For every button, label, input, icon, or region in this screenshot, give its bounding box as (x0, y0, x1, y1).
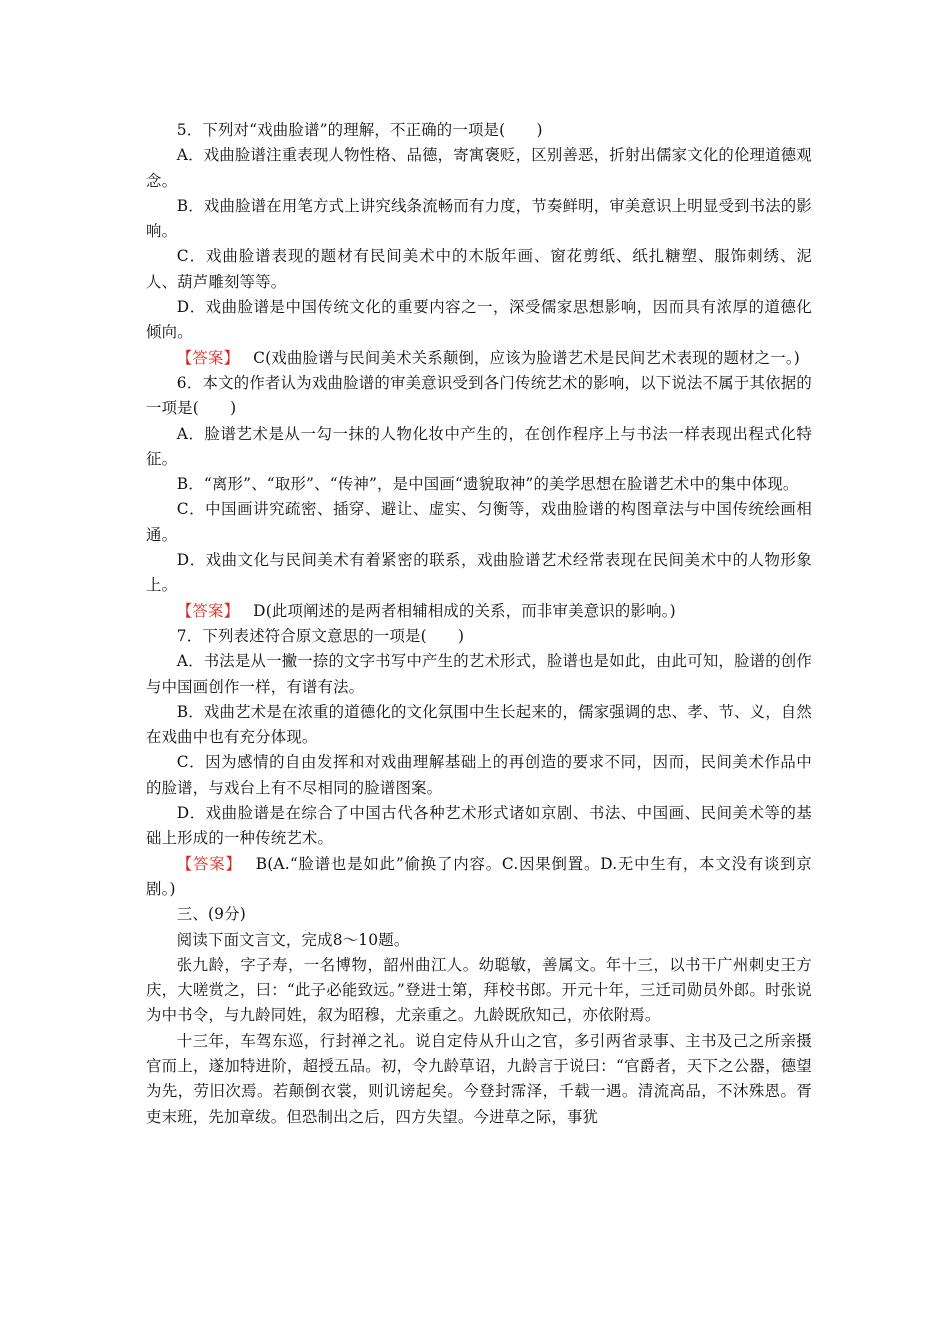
question-7-option-a: A．书法是从一撇一捺的文字书写中产生的艺术形式，脸谱也是如此，由此可知，脸谱的创作与中国画创作一样，有谱有法。 (146, 652, 812, 696)
question-7-option-c: C．因为感情的自由发挥和对戏曲理解基础上的再创造的要求不同，因而，民间美术作品中的脸谱，与戏台上有不尽相同的脸谱图案。 (146, 753, 812, 797)
question-5-answer (146, 346, 812, 371)
document-page (146, 118, 812, 1130)
answer-text: C(戏曲脸谱与民间美术关系颠倒，应该为脸谱艺术是民间艺术表现的题材之一。) (253, 348, 800, 367)
question-6-option-c: C．中国画讲究疏密、插穿、避让、虚实、匀衡等，戏曲脸谱的构图章法与中国传统绘画相通。 (146, 500, 812, 544)
question-6-option-b: B．“离形”、“取形”、“传神”，是中国画“遗貌取神”的美学思想在脸谱艺术中的集中体现。 (176, 475, 799, 494)
section-instruction: 阅读下面文言文，完成8～10题。 (176, 930, 410, 949)
question-7-option-d: D．戏曲脸谱是在综合了中国古代各种艺术形式诸如京剧、书法、中国画、民间美术等的基础上形成的一种传统艺术。 (146, 804, 812, 848)
question-6-stem: 6．本文的作者认为戏曲脸谱的审美意识受到各门传统艺术的影响，以下说法不属于其依据的一项是( ) (146, 373, 812, 418)
question-5-option-c: C．戏曲脸谱表现的题材有民间美术中的木版年画、窗花剪纸、纸扎糖塑、服饰刺绣、泥人、葫芦雕刻等等。 (146, 247, 812, 291)
question-6-option-a: A．脸谱艺术是从一勾一抹的人物化妆中产生的，在创作程序上与书法一样表现出程式化特征。 (146, 424, 812, 468)
section-heading: 三、(9分) (176, 905, 246, 924)
classical-text-paragraph-2: 十三年，车驾东巡，行封禅之礼。说自定侍从升山之官，多引两省录事、主书及己之所亲摄官而上，遂加特进阶，超授五品。初，令九龄草诏，九龄言于说曰：“官爵者，天下之公器，德望为先，劳旧次焉。若颠倒衣裳，则讥谤起矣。今登封霈泽，千载一遇。清流高品，不沐殊恩。胥吏末班，先加章绂。但恐制出之后，四方失望。今进草之际，事犹 (146, 1031, 812, 1126)
question-7-stem: 7．下列表述符合原文意思的一项是( ) (176, 626, 465, 645)
question-5-option-b: B．戏曲脸谱在用笔方式上讲究线条流畅而有力度，节奏鲜明，审美意识上明显受到书法的影响。 (146, 196, 812, 241)
answer-text: D(此项阐述的是两者相辅相成的关系，而非审美意识的影响。) (253, 601, 676, 620)
question-6-option-d: D．戏曲文化与民间美术有着紧密的联系，戏曲脸谱艺术经常表现在民间美术中的人物形象上。 (146, 551, 812, 595)
question-7-option-b: B．戏曲艺术是在浓重的道德化的文化氛围中生长起来的，儒家强调的忠、孝、节、义，自然在戏曲中也有充分体现。 (146, 702, 812, 747)
answer-label: 【答案】 (176, 348, 240, 367)
answer-label: 【答案】 (176, 601, 240, 620)
question-6-answer (146, 599, 812, 624)
question-5-option-a: A．戏曲脸谱注重表现人物性格、品德，寄寓褒贬，区别善恶，折射出儒家文化的伦理道德观念。 (146, 146, 812, 190)
classical-text-paragraph-1: 张九龄，字子寿，一名博物，韶州曲江人。幼聪敏，善属文。年十三，以书干广州刺史王方庆，大嗟赏之，曰：“此子必能致远。”登进士第，拜校书郎。开元十年，三迁司勋员外郎。时张说为中书令，与九龄同姓，叙为昭穆，尤亲重之。九龄既欣知己，亦依附焉。 (146, 955, 812, 1025)
answer-text: B(A.“脸谱也是如此”偷换了内容。C.因果倒置。D.无中生有，本文没有谈到京剧。) (146, 854, 812, 898)
question-5-stem: 5．下列对“戏曲脸谱”的理解，不正确的一项是( ) (176, 121, 543, 139)
question-7-answer (146, 852, 812, 903)
question-5-option-d: D．戏曲脸谱是中国传统文化的重要内容之一，深受儒家思想影响，因而具有浓厚的道德化倾向。 (146, 298, 812, 342)
answer-label: 【答案】 (176, 854, 242, 873)
